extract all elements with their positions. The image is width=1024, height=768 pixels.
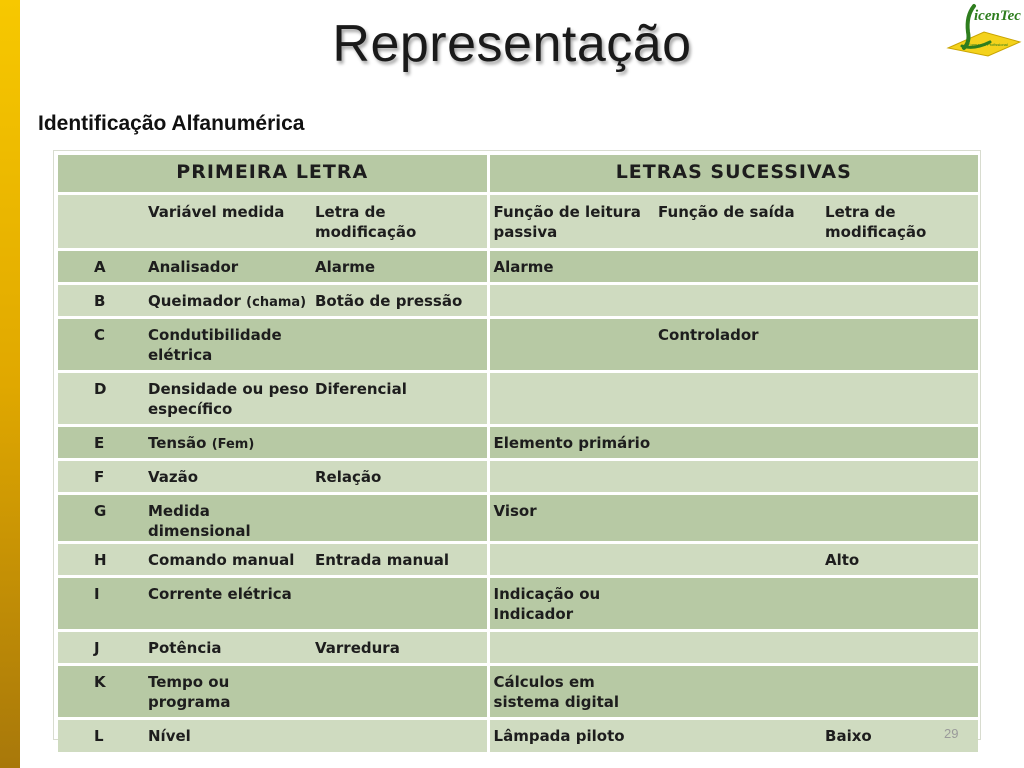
- row-output-function: [654, 542, 821, 576]
- row-output-function: [654, 283, 821, 317]
- group-header-first-letter: PRIMEIRA LETRA: [58, 155, 488, 193]
- row-modifier-2: [821, 664, 978, 718]
- row-letter-text: C: [94, 325, 106, 344]
- row-variable: [144, 542, 311, 576]
- row-modifier-2-text: Baixo: [825, 726, 872, 745]
- row-letter-text: B: [94, 291, 106, 310]
- row-variable-text: Potência: [148, 638, 222, 657]
- row-output-function: [654, 576, 821, 630]
- row-letter: [58, 542, 144, 576]
- row-passive-readout: [488, 283, 654, 317]
- column-header-modifier-2: Letra de modificação: [821, 193, 978, 249]
- row-modifier-1: [311, 249, 488, 283]
- identification-table: [58, 155, 978, 752]
- row-variable-text: Queimador: [148, 291, 241, 310]
- row-output-function: [654, 317, 821, 371]
- row-letter-text: J: [94, 638, 100, 657]
- row-passive-readout: [488, 664, 654, 718]
- row-modifier-2: [821, 630, 978, 664]
- row-letter: [58, 371, 144, 425]
- row-modifier-2-text: Alto: [825, 550, 860, 569]
- row-passive-readout: [488, 576, 654, 630]
- identification-table-container: [53, 150, 981, 745]
- row-variable: [144, 459, 311, 493]
- row-passive-readout: [488, 630, 654, 664]
- row-modifier-2: [821, 249, 978, 283]
- row-modifier-1: [311, 371, 488, 425]
- row-letter: [58, 249, 144, 283]
- table-row: [58, 249, 978, 283]
- row-letter: [58, 664, 144, 718]
- row-output-function: [654, 459, 821, 493]
- row-output-function: [654, 493, 821, 542]
- row-passive-readout: [488, 371, 654, 425]
- row-variable-note: (chama): [246, 294, 307, 310]
- table-row: [58, 576, 978, 630]
- licentec-logo: [944, 2, 1024, 62]
- row-passive-readout: [488, 718, 654, 752]
- row-modifier-1: [311, 630, 488, 664]
- row-variable: [144, 630, 311, 664]
- row-letter: [58, 493, 144, 542]
- row-variable: [144, 718, 311, 752]
- row-variable-text: Analisador: [148, 257, 239, 276]
- row-letter-text: F: [94, 467, 105, 486]
- row-letter-text: A: [94, 257, 106, 276]
- row-modifier-2: [821, 283, 978, 317]
- row-variable-text: Condutibilidade elétrica: [148, 325, 282, 364]
- row-passive-readout-text: Elemento primário: [493, 433, 651, 452]
- table-row: [58, 664, 978, 718]
- row-letter-text: I: [94, 584, 100, 603]
- row-modifier-1: [311, 425, 488, 459]
- row-output-function: [654, 718, 821, 752]
- row-modifier-1-text: Alarme: [315, 257, 376, 276]
- table-row: [58, 459, 978, 493]
- row-letter: [58, 576, 144, 630]
- column-header-modifier-1: Letra de modificação: [311, 193, 488, 249]
- row-variable-text: Tensão: [148, 433, 207, 452]
- column-header-row: [58, 193, 978, 249]
- row-passive-readout: [488, 317, 654, 371]
- row-modifier-1: [311, 493, 488, 542]
- row-modifier-2: [821, 576, 978, 630]
- row-passive-readout-text: Cálculos em sistema digital: [493, 672, 620, 711]
- row-letter-text: L: [94, 726, 104, 745]
- row-modifier-2: [821, 493, 978, 542]
- row-modifier-1-text: Entrada manual: [315, 550, 450, 569]
- row-variable: [144, 317, 311, 371]
- row-letter-text: K: [94, 672, 106, 691]
- row-passive-readout: [488, 459, 654, 493]
- row-output-function: [654, 371, 821, 425]
- row-modifier-1: [311, 542, 488, 576]
- row-variable-text: Comando manual: [148, 550, 295, 569]
- row-passive-readout: [488, 493, 654, 542]
- section-subtitle: Identificação Alfanumérica: [38, 112, 305, 135]
- row-letter-text: H: [94, 550, 107, 569]
- column-header-passive-readout: Função de leitura passiva: [488, 193, 654, 249]
- row-passive-readout-text: Visor: [493, 501, 537, 520]
- row-output-function: [654, 664, 821, 718]
- table-row: [58, 283, 978, 317]
- row-variable-text: Densidade ou peso específico: [148, 379, 309, 418]
- row-passive-readout-text: Lâmpada piloto: [493, 726, 625, 745]
- row-modifier-2: [821, 317, 978, 371]
- table-row: [58, 493, 978, 542]
- row-passive-readout: [488, 425, 654, 459]
- row-variable-text: Vazão: [148, 467, 199, 486]
- table-row: [58, 425, 978, 459]
- row-modifier-1-text: Varredura: [315, 638, 400, 657]
- table-row: [58, 718, 978, 752]
- row-modifier-1: [311, 283, 488, 317]
- row-modifier-1-text: Botão de pressão: [315, 291, 463, 310]
- row-letter: [58, 630, 144, 664]
- table-body: [58, 249, 978, 752]
- row-variable: [144, 283, 311, 317]
- row-passive-readout-text: Alarme: [493, 257, 554, 276]
- row-letter-text: D: [94, 379, 107, 398]
- row-variable: [144, 371, 311, 425]
- row-output-function-text: Controlador: [658, 325, 759, 344]
- row-letter-text: G: [94, 501, 107, 520]
- row-passive-readout: [488, 249, 654, 283]
- row-modifier-1: [311, 317, 488, 371]
- row-variable-text: Corrente elétrica: [148, 584, 292, 603]
- row-modifier-1-text: Relação: [315, 467, 382, 486]
- row-modifier-1: [311, 718, 488, 752]
- table-row: [58, 542, 978, 576]
- row-letter: [58, 317, 144, 371]
- table-row: [58, 630, 978, 664]
- row-variable: [144, 425, 311, 459]
- logo-tagline: Formação Profissional: [968, 42, 1008, 47]
- row-output-function: [654, 630, 821, 664]
- logo-text: icenTec: [974, 8, 1021, 24]
- row-output-function: [654, 425, 821, 459]
- row-letter: [58, 718, 144, 752]
- row-variable-note: (Fem): [211, 436, 255, 452]
- row-letter: [58, 459, 144, 493]
- column-header-output-function: Função de saída: [654, 193, 821, 249]
- column-header-variable: Variável medida: [144, 193, 311, 249]
- row-variable: [144, 664, 311, 718]
- row-passive-readout: [488, 542, 654, 576]
- row-modifier-2: [821, 459, 978, 493]
- row-variable-text: Nível: [148, 726, 191, 745]
- row-modifier-1-text: Diferencial: [315, 379, 407, 398]
- row-modifier-1: [311, 664, 488, 718]
- page-number: 29: [944, 726, 959, 741]
- row-variable-text: Medida dimensional: [148, 501, 251, 540]
- column-header-letter: [58, 193, 144, 249]
- table-row: [58, 371, 978, 425]
- row-variable: [144, 576, 311, 630]
- group-header-successive-letters: LETRAS SUCESSIVAS: [488, 155, 978, 193]
- row-variable-text: Tempo ou programa: [148, 672, 231, 711]
- side-accent-bar: [0, 0, 20, 768]
- row-passive-readout-text: Indicação ou Indicador: [493, 584, 601, 623]
- row-modifier-2: [821, 542, 978, 576]
- row-letter: [58, 425, 144, 459]
- table-row: [58, 317, 978, 371]
- row-output-function: [654, 249, 821, 283]
- row-modifier-2: [821, 425, 978, 459]
- group-header-row: [58, 155, 978, 193]
- row-modifier-1: [311, 576, 488, 630]
- row-modifier-1: [311, 459, 488, 493]
- row-letter: [58, 283, 144, 317]
- slide-title: Representação: [332, 15, 692, 73]
- row-modifier-2: [821, 371, 978, 425]
- row-letter-text: E: [94, 433, 105, 452]
- row-variable: [144, 249, 311, 283]
- row-variable: [144, 493, 311, 542]
